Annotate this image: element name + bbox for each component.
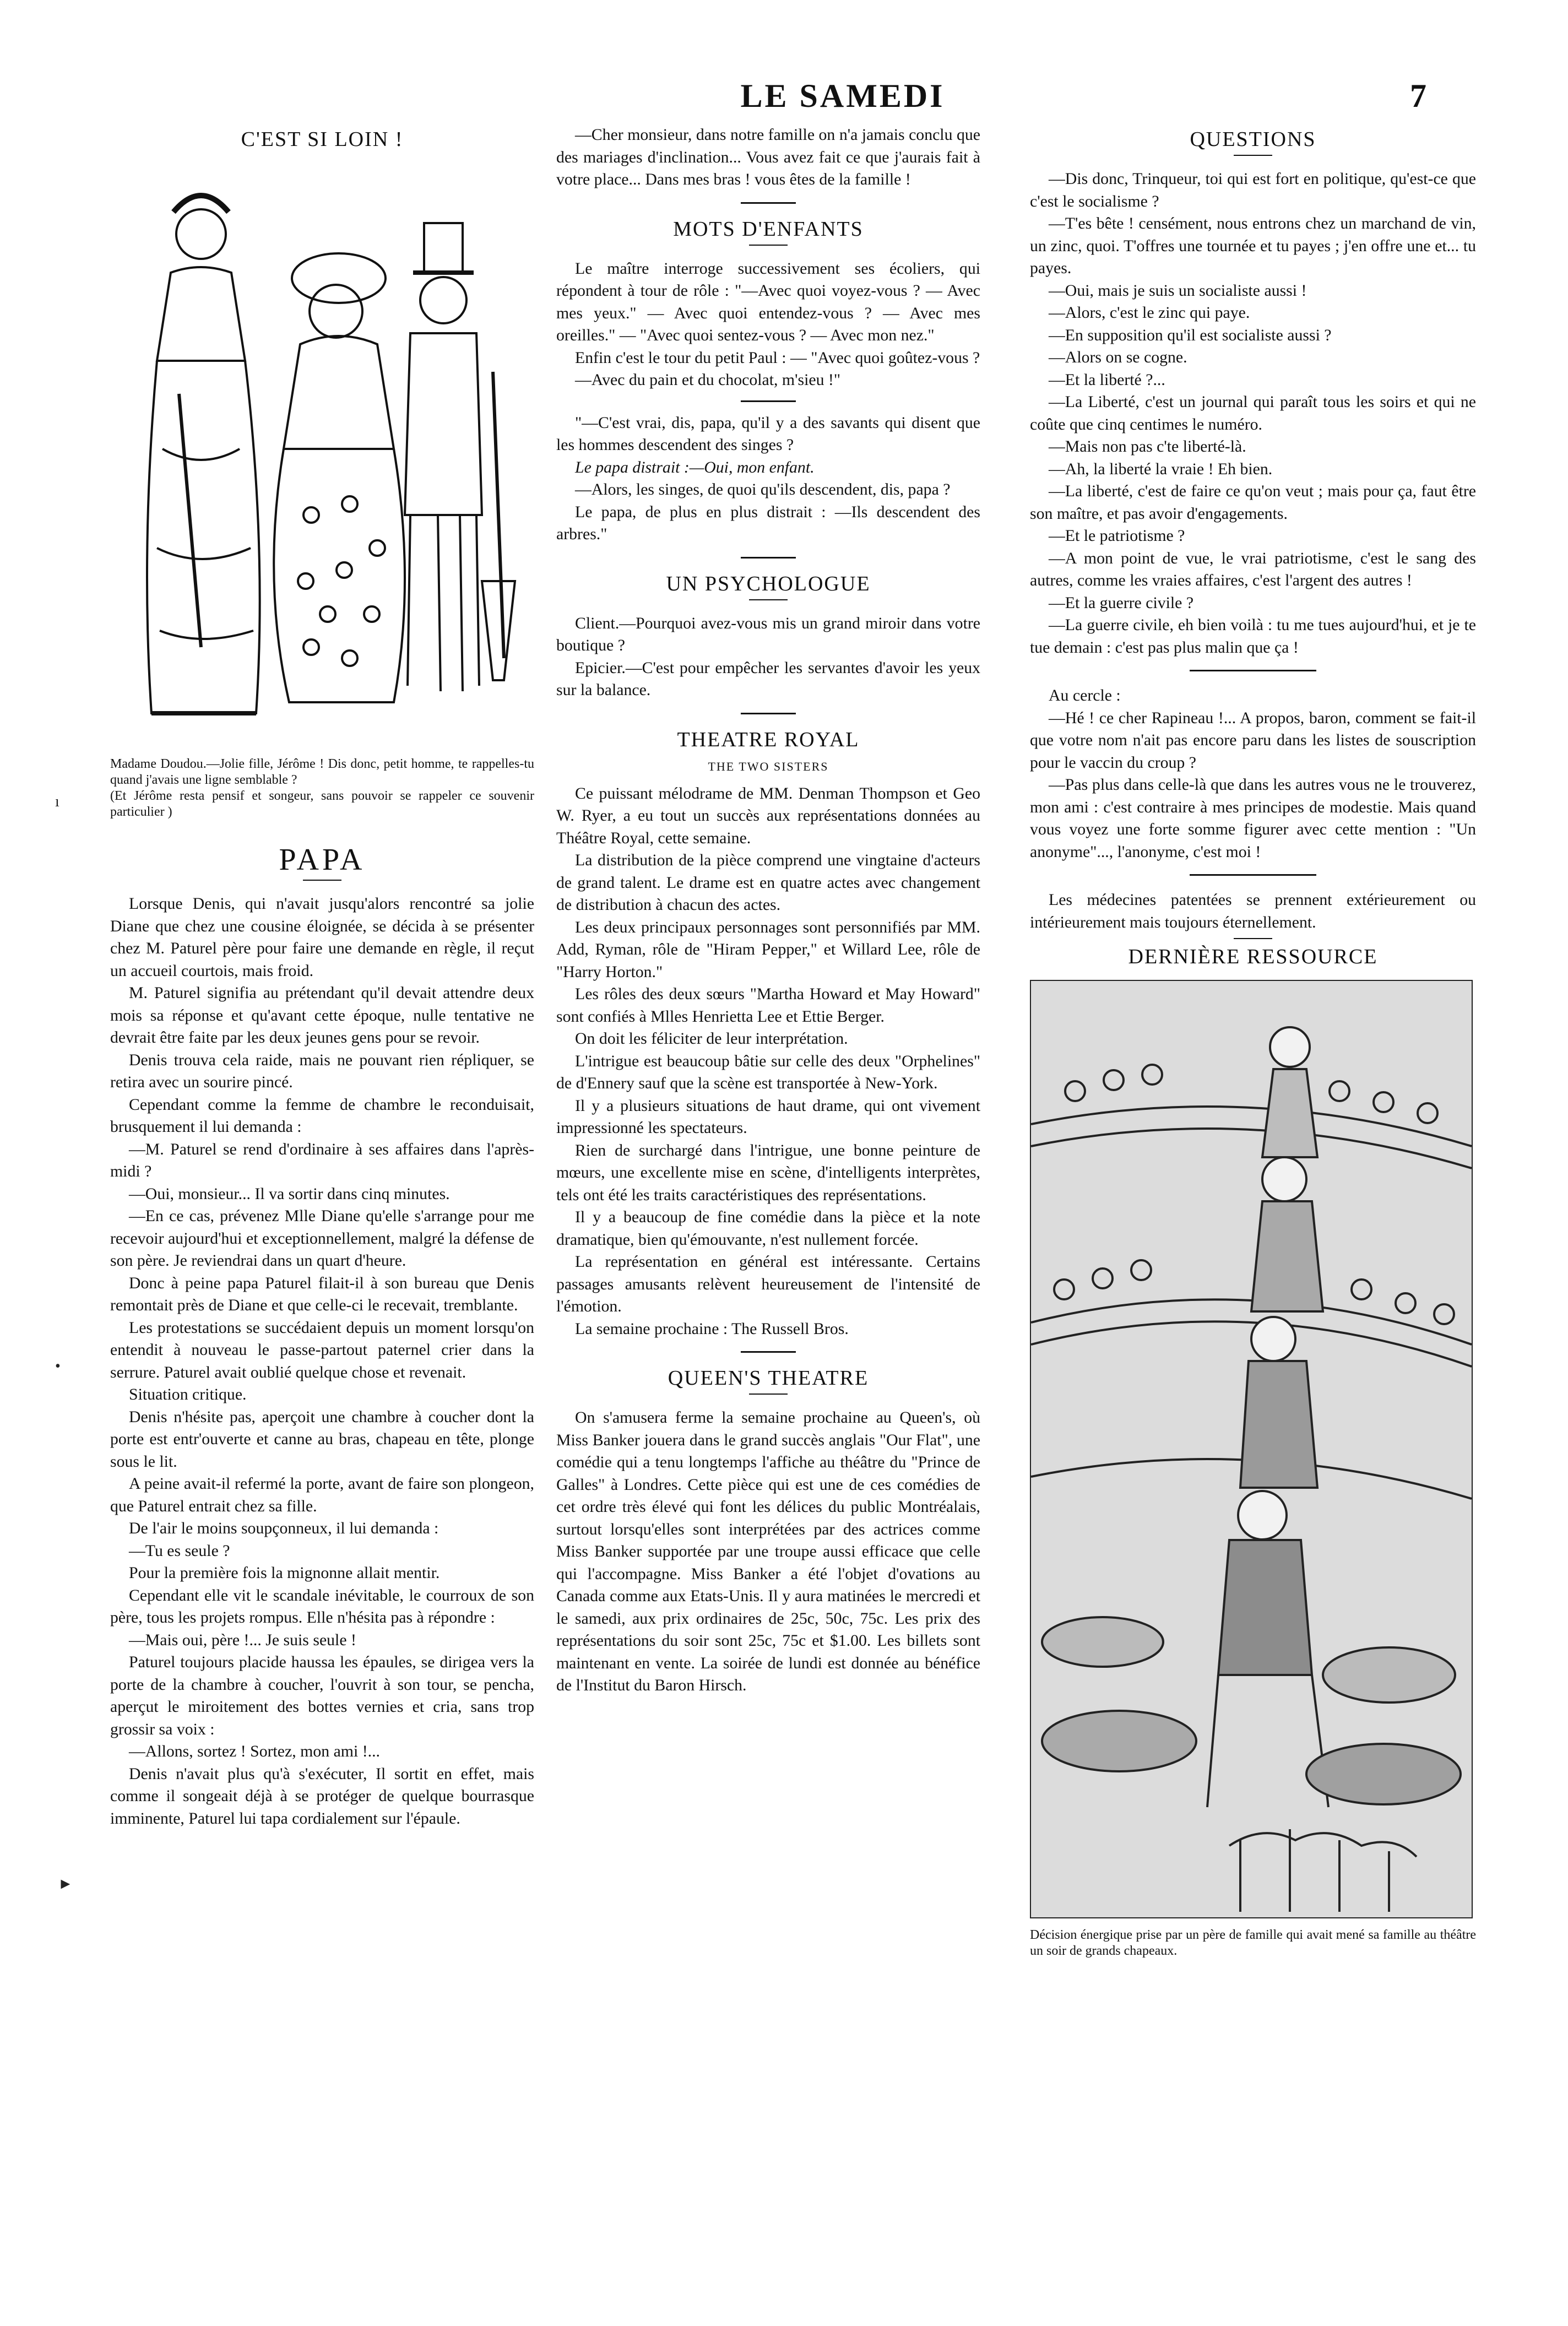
section-rule (1190, 874, 1316, 876)
papa-title: PAPA (279, 843, 366, 877)
separator-rule (741, 400, 796, 402)
paragraph: L'intrigue est beaucoup bâtie sur celle des deux "Orphelines" de d'Ennery sauf que la scène est transportée à New-York. (556, 1051, 980, 1092)
paragraph: —Et le patriotisme ? (1049, 527, 1185, 545)
paragraph: —Dis donc, Trinqueur, toi qui est fort en politique, qu'est-ce que c'est le socialisme ? (1030, 170, 1476, 210)
section-rule (741, 713, 796, 714)
paragraph: M. Paturel signifia au prétendant qu'il devait attendre deux mois sa réponse et qu'avant cette époque, nulle tentative ne devrait être faite par les deux jeunes gens pour se revoir. (110, 984, 534, 1047)
paragraph: —Oui, mais je suis un socialiste aussi ! (1049, 281, 1307, 300)
paragraph: Les rôles des deux sœurs "Martha Howard et May Howard" sont confiés à Mlles Henrietta Lee et Ettie Berger. (556, 985, 980, 1026)
paragraph: Les médecines patentées se prennent extérieurement ou intérieurement mais toujours éternellement. (1030, 891, 1476, 931)
paragraph: —Ah, la liberté la vraie ! Eh bien. (1049, 459, 1273, 478)
paragraph: La semaine prochaine : The Russell Bros. (575, 1319, 849, 1338)
paragraph: Cependant elle vit le scandale inévitable, le courroux de son père, tous les projets rompus. Elle n'hésita pas à répondre : (110, 1586, 534, 1626)
title-rule (303, 880, 341, 881)
paragraph: —La guerre civile, eh bien voilà : tu me tues aujourd'hui, et je te tue demain : c'est pas plus malin que ça ! (1030, 616, 1476, 657)
section-rule (741, 202, 796, 204)
margin-mark: • (55, 1358, 61, 1375)
paragraph: —Tu es seule ? (129, 1541, 230, 1560)
paragraph: "—C'est vrai, dis, papa, qu'il y a des savants qui disent que les hommes descendent des singes ? (556, 413, 980, 454)
paragraph: Client.—Pourquoi avez-vous mis un grand miroir dans votre boutique ? (556, 614, 980, 654)
paragraph: Denis n'hésite pas, aperçoit une chambre à coucher dont la porte est entr'ouverte et canne au bras, chapeau en tête, plonge sous le lit. (110, 1407, 534, 1471)
column-3 (1030, 124, 1476, 1959)
section-rule (741, 1351, 796, 1353)
paragraph: —La liberté, c'est de faire ce qu'on veut ; mais pour ça, faut être son maître, et pas avoir d'engagements. (1030, 482, 1476, 523)
paragraph: Il y a plusieurs situations de haut drame, qui ont vivement impressionné les spectateurs. (556, 1096, 980, 1137)
paragraph: Enfin c'est le tour du petit Paul : — "Avec quoi goûtez-vous ? (575, 348, 980, 367)
paragraph: —En ce cas, prévenez Mlle Diane qu'elle s'arrange pour me recevoir aujourd'hui et exceptionnellement, malgré la défense de son père. Je reviendrai dans un quart d'heure. (110, 1207, 534, 1270)
paragraph: —Alors, c'est le zinc qui paye. (1049, 303, 1250, 322)
paragraph: Le papa, de plus en plus distrait : —Ils descendent des arbres." (556, 502, 980, 543)
title-rule (749, 1394, 788, 1395)
margin-arrow-icon: ► (58, 1875, 73, 1893)
paragraph: A peine avait-il refermé la porte, avant de faire son plongeon, que Paturel entrait chez sa fille. (110, 1474, 534, 1515)
questions-title: QUESTIONS (1190, 128, 1316, 151)
paragraph: —La Liberté, c'est un journal qui paraît tous les soirs et qui ne coûte que cinq centimes le numéro. (1030, 393, 1476, 433)
paragraph: Donc à peine papa Paturel filait-il à son bureau que Denis remontait près de Diane et que celle-ci le recevait, tremblante. (110, 1273, 534, 1314)
paragraph: —Cher monsieur, dans notre famille on n'a jamais conclu que des mariages d'inclination... Vous avez fait ce que j'aurais fait à votre place... Dans mes bras ! vous êtes de la famille ! (556, 126, 980, 188)
theatre-royal-title: THEATRE ROYAL (677, 728, 860, 751)
paragraph: Les deux principaux personnages sont personnifiés par MM. Add, Ryman, rôle de "Hiram Pepper," et Willard Lee, rôle de "Harry Horton." (556, 918, 980, 981)
theatre-scene-drawing (1031, 981, 1472, 1917)
cest-si-loin-caption (110, 756, 534, 820)
paragraph: Situation critique. (129, 1385, 247, 1403)
paragraph: —A mon point de vue, le vrai patriotisme, c'est le sang des autres, comme les vraies affaires, c'est l'argent des autres ! (1030, 549, 1476, 589)
paragraph: —Et la liberté ?... (1049, 370, 1165, 389)
column-2 (556, 124, 980, 1697)
page-number: 7 (1410, 78, 1426, 114)
derniere-ressource-illustration (1030, 980, 1473, 1918)
paragraph: Denis trouva cela raide, mais ne pouvant rien répliquer, se retira avec un sourire pincé. (110, 1050, 534, 1091)
paragraph: Il y a beaucoup de fine comédie dans la pièce et la note dramatique, bien qu'émouvante, n'est nullement forcée. (556, 1208, 980, 1249)
section-rule (741, 557, 796, 559)
paragraph: Ce puissant mélodrame de MM. Denman Thompson et Geo W. Ryer, a eu tout un succès aux représentations données au Théâtre Royal, cette semaine. (556, 784, 980, 847)
derniere-ressource-caption: Décision énergique prise par un père de famille qui avait mené sa famille au théâtre un soir de grands chapeaux. (1030, 1928, 1476, 1958)
paragraph: —Et la guerre civile ? (1049, 593, 1194, 612)
paragraph: —Oui, monsieur... Il va sortir dans cinq minutes. (129, 1184, 450, 1203)
separator-rule (1234, 938, 1272, 939)
theatre-royal-subtitle: THE TWO SISTERS (708, 759, 829, 773)
paragraph: Les protestations se succédaient depuis un moment lorsqu'on entendit à nouveau le passe-partout paternel crier dans la serrure. Paturel avait oublié quelque chose et revenait. (110, 1318, 534, 1381)
paragraph: —Alors on se cogne. (1049, 348, 1187, 366)
papa-story (110, 893, 534, 1830)
queens-theatre-title: QUEEN'S THEATRE (668, 1367, 869, 1390)
cest-si-loin-illustration (118, 162, 526, 741)
caption-line: Madame Doudou.—Jolie fille, Jérôme ! Dis donc, petit homme, te rappelles-tu quand j'avais une ligne semblable ? (110, 757, 534, 787)
paragraph: Epicier.—C'est pour empêcher les servantes d'avoir les yeux sur la balance. (556, 658, 980, 699)
paragraph: —Alors, les singes, de quoi qu'ils descendent, dis, papa ? (575, 480, 951, 498)
paragraph: On s'amusera ferme la semaine prochaine au Queen's, où Miss Banker jouera dans le grand succès anglais "Our Flat", une comédie qui a tenu longtemps l'affiche au théâtre du "Prince de Galles" à Londres. Cette pièce qui est une de ces comédies de cet ordre très élevé qui font les délices du public Montréalais, surtout lorsqu'elles sont interprétées par des actrices comme Miss Banker supportée par une troupe aussi efficace que celle qui l'accompagne. Miss Banker a été l'objet d'ovations au Canada comme aux Etats-Unis. Il y aura matinées le mercredi et le samedi, aux prix ordinaires de 25c, 50c, 75c. Les prix des représentations du soir sont 25c, 75c et $1.00. Les billets sont maintenant en vente. La soirée de lundi est donnée au bénéfice de l'Institut du Baron Hirsch. (556, 1408, 980, 1694)
paragraph: Au cercle : (1049, 686, 1121, 704)
section-rule (1190, 670, 1316, 671)
margin-mark: ı (55, 793, 59, 810)
paragraph: La représentation en général est intéressante. Certains passages amusants relèvent heureusement de l'intensité de l'émotion. (556, 1253, 980, 1315)
paragraph: Pour la première fois la mignonne allait mentir. (129, 1564, 440, 1582)
paragraph: —M. Paturel se rend d'ordinaire à ses affaires dans l'après-midi ? (110, 1140, 534, 1180)
caption-line: (Et Jérôme resta pensif et songeur, sans pouvoir se rappeler ce souvenir particulier ) (110, 789, 534, 819)
paragraph: Paturel toujours placide haussa les épaules, se dirigea vers la porte de la chambre à coucher, l'ouvrit à son tour, se pencha, aperçut le miroitement des bottes vernies et cria, sans trop grossir sa voix : (110, 1653, 534, 1738)
paragraph: Denis n'avait plus qu'à s'exécuter, Il sortit en effet, mais comme il songeait déjà à se protéger de quelque bourrasque imminente, Paturel lui tapa cordialement sur l'épaule. (110, 1764, 534, 1828)
title-rule (749, 599, 788, 600)
paragraph: —Avec du pain et du chocolat, m'sieu !" (575, 371, 841, 389)
title-rule (1234, 155, 1272, 156)
paragraph: La distribution de la pièce comprend une vingtaine d'acteurs de grand talent. Le drame est en quatre actes avec changement de distribution à chacun des actes. (556, 851, 980, 914)
derniere-ressource-title: DERNIÈRE RESSOURCE (1128, 945, 1378, 968)
paragraph: Le papa distrait :—Oui, mon enfant. (575, 458, 815, 476)
three-figures-drawing (118, 162, 526, 741)
mots-denfants-title: MOTS D'ENFANTS (673, 217, 864, 241)
paragraph: —Mais oui, père !... Je suis seule ! (129, 1630, 356, 1649)
paragraph: —Mais non pas c'te liberté-là. (1049, 437, 1246, 456)
paragraph: —En supposition qu'il est socialiste aussi ? (1049, 326, 1332, 344)
masthead: LE SAMEDI (740, 78, 945, 114)
paragraph: Lorsque Denis, qui n'avait jusqu'alors rencontré sa jolie Diane que chez une cousine éloignée, se décida à se présenter chez M. Paturel père pour faire une demande en règle, il reçut un accueil courtois, mais froid. (110, 894, 534, 980)
title-rule (749, 245, 788, 246)
paragraph: Le maître interroge successivement ses écoliers, qui répondent à tour de rôle : "—Avec quoi voyez-vous ? — Avec mes yeux." — Avec quoi entendez-vous ? — Avec mes oreilles." — "Avec quoi sentez-vous ? — Avec mon nez." (556, 259, 980, 344)
cest-si-loin-title: C'EST SI LOIN ! (241, 128, 404, 151)
paragraph: —Pas plus dans celle-là que dans les autres vous ne le trouverez, mon ami : c'est contraire à mes principes de modestie. Mais quand vous voyez une forte somme figurer avec cette mention : "Un anonyme"..., l'anonyme, c'est moi ! (1030, 776, 1476, 861)
paragraph: Cependant comme la femme de chambre le reconduisait, brusquement il lui demanda : (110, 1095, 534, 1136)
paragraph: Rien de surchargé dans l'intrigue, une bonne peinture de mœurs, une excellente mise en scène, d'intelligents interprètes, tels ont été les traits caractéristiques des représentations. (556, 1141, 980, 1204)
un-psychologue-title: UN PSYCHOLOGUE (666, 572, 871, 595)
column-1 (110, 124, 534, 1830)
paragraph: —Allons, sortez ! Sortez, mon ami !... (129, 1742, 380, 1760)
paragraph: —T'es bête ! censément, nous entrons chez un marchand de vin, un zinc, quoi. T'offres une tournée et tu payes ; j'en offre une et... tu payes. (1030, 214, 1476, 277)
paragraph: De l'air le moins soupçonneux, il lui demanda : (129, 1519, 439, 1537)
paragraph: —Hé ! ce cher Rapineau !... A propos, baron, comment se fait-il que votre nom n'ait pas encore paru dans les listes de souscription pour le vaccin du croup ? (1030, 708, 1476, 772)
paragraph: On doit les féliciter de leur interprétation. (575, 1029, 848, 1048)
page-header (0, 22, 1568, 114)
